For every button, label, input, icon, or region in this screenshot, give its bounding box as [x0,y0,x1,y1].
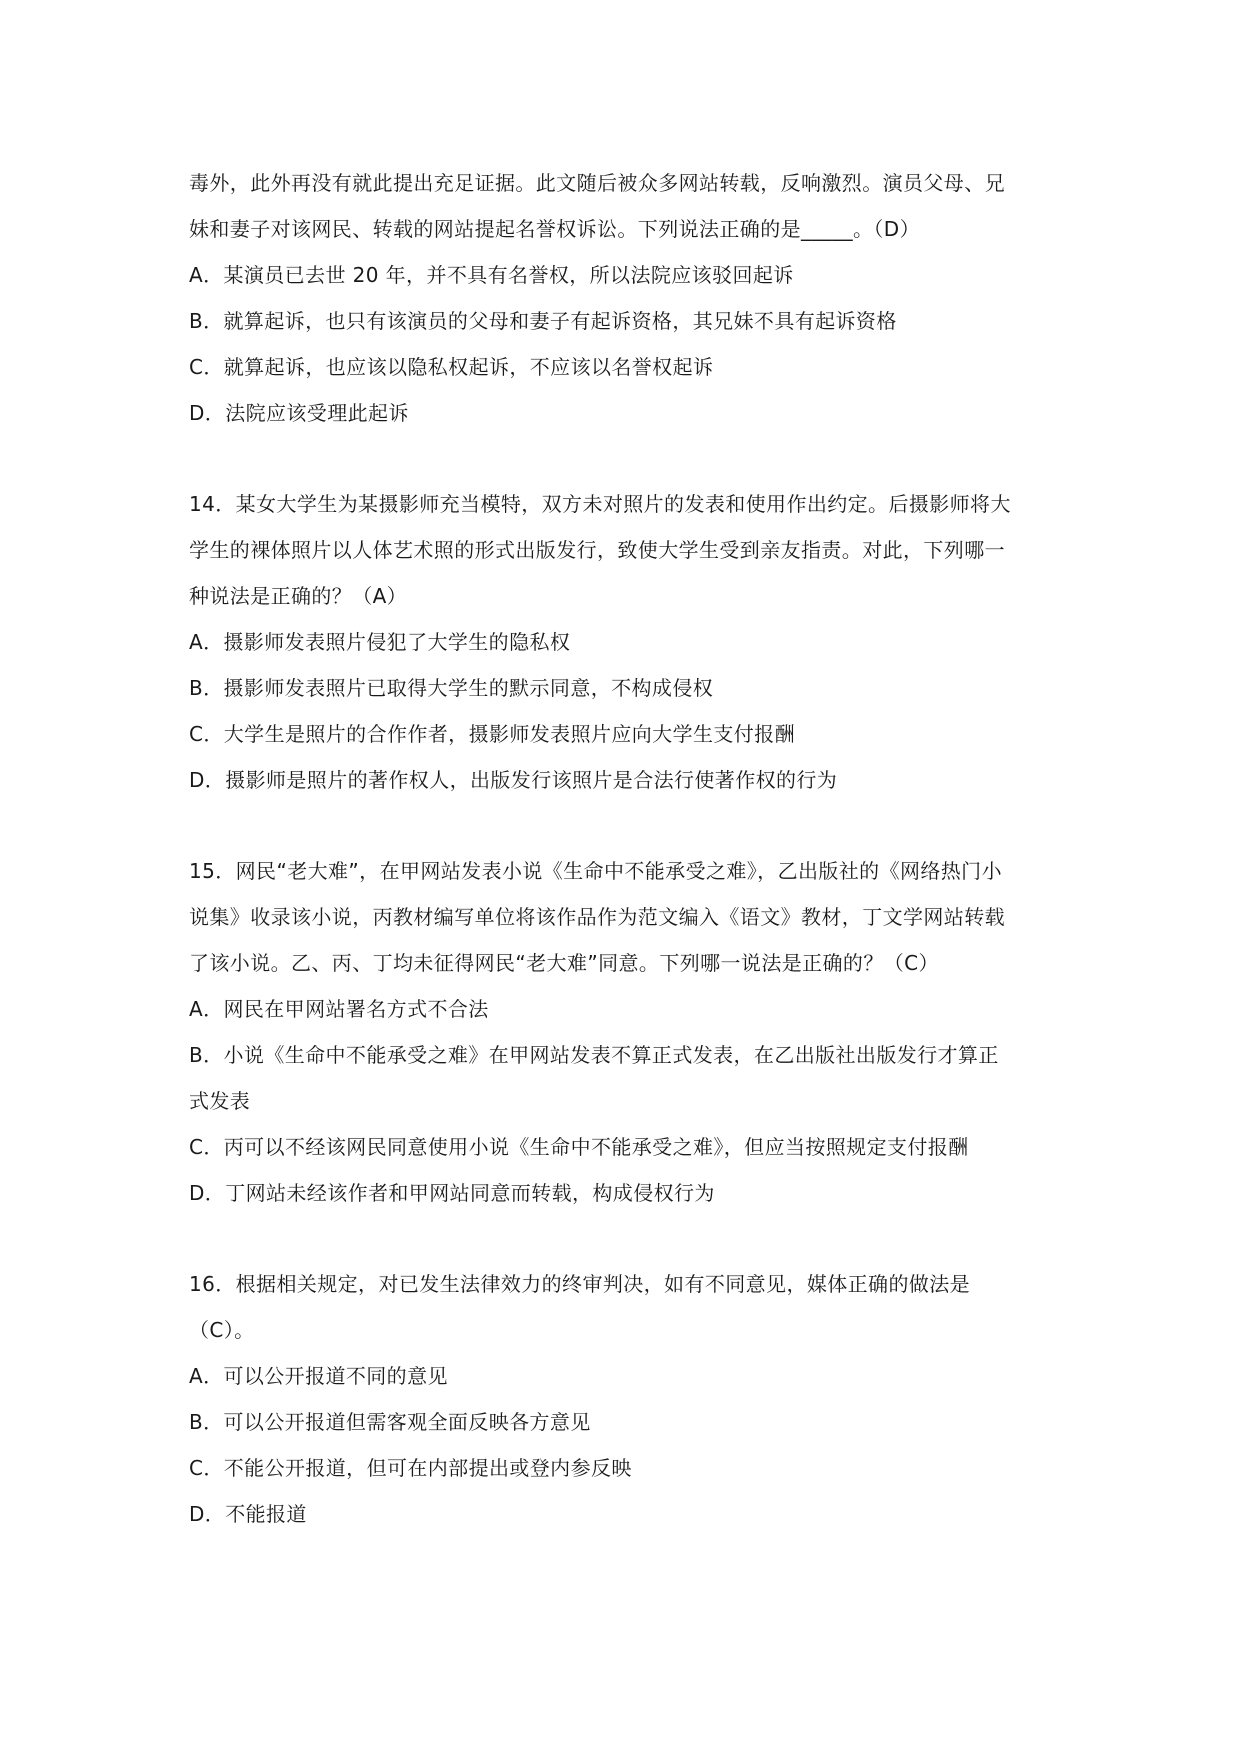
question-13-continued [189,160,1069,436]
option-a: A．网民在甲网站署名方式不合法 [189,997,489,1021]
option-d: D．不能报道 [189,1502,307,1526]
question-text-line: 毒外，此外再没有就此提出充足证据。此文随后被众多网站转载，反响激烈。演员父母、兄 [189,171,1005,195]
option-b: B．小说《生命中不能承受之难》在甲网站发表不算正式发表，在乙出版社出版发行才算正 [189,1043,999,1067]
option-b: B．可以公开报道但需客观全面反映各方意见 [189,1410,591,1434]
option-a: A．某演员已去世 20 年，并不具有名誉权，所以法院应该驳回起诉 [189,263,794,287]
question-text-line: 妹和妻子对该网民、转载的网站提起名誉权诉讼。下列说法正确的是_____。（D） [189,217,920,241]
option-b: B．摄影师发表照片已取得大学生的默示同意，不构成侵权 [189,676,714,700]
question-text-line: 15．网民“老大难”，在甲网站发表小说《生命中不能承受之难》，乙出版社的《网络热门小 [189,859,1002,883]
document-page [189,160,1069,1537]
option-c: C．就算起诉，也应该以隐私权起诉，不应该以名誉权起诉 [189,355,714,379]
question-text-line: 种说法是正确的？（A） [189,584,408,608]
option-b: B．就算起诉，也只有该演员的父母和妻子有起诉资格，其兄妹不具有起诉资格 [189,309,897,333]
question-text-line: 14．某女大学生为某摄影师充当模特，双方未对照片的发表和使用作出约定。后摄影师将大 [189,492,1011,516]
question-text-line: 学生的裸体照片以人体艺术照的形式出版发行，致使大学生受到亲友指责。对此，下列哪一 [189,538,1005,562]
question-text-line: （C）。 [189,1318,255,1342]
option-c: C．不能公开报道，但可在内部提出或登内参反映 [189,1456,632,1480]
option-d: D．丁网站未经该作者和甲网站同意而转载，构成侵权行为 [189,1181,715,1205]
question-15 [189,848,1069,1216]
option-a: A．可以公开报道不同的意见 [189,1364,448,1388]
option-c: C．丙可以不经该网民同意使用小说《生命中不能承受之难》，但应当按照规定支付报酬 [189,1135,969,1159]
option-d: D．摄影师是照片的著作权人，出版发行该照片是合法行使著作权的行为 [189,768,838,792]
question-text-line: 了该小说。乙、丙、丁均未征得网民“老大难”同意。下列哪一说法是正确的？（C） [189,951,939,975]
option-b-continued: 式发表 [189,1089,251,1113]
question-text-line: 说集》收录该小说，丙教材编写单位将该作品作为范文编入《语文》教材，丁文学网站转载 [189,905,1005,929]
question-text-line: 16．根据相关规定，对已发生法律效力的终审判决，如有不同意见，媒体正确的做法是 [189,1272,971,1296]
option-c: C．大学生是照片的合作作者，摄影师发表照片应向大学生支付报酬 [189,722,795,746]
paragraph-gap [189,1216,1069,1261]
question-14 [189,481,1069,803]
paragraph-gap [189,436,1069,481]
option-d: D．法院应该受理此起诉 [189,401,409,425]
question-16 [189,1261,1069,1537]
paragraph-gap [189,803,1069,848]
option-a: A．摄影师发表照片侵犯了大学生的隐私权 [189,630,571,654]
